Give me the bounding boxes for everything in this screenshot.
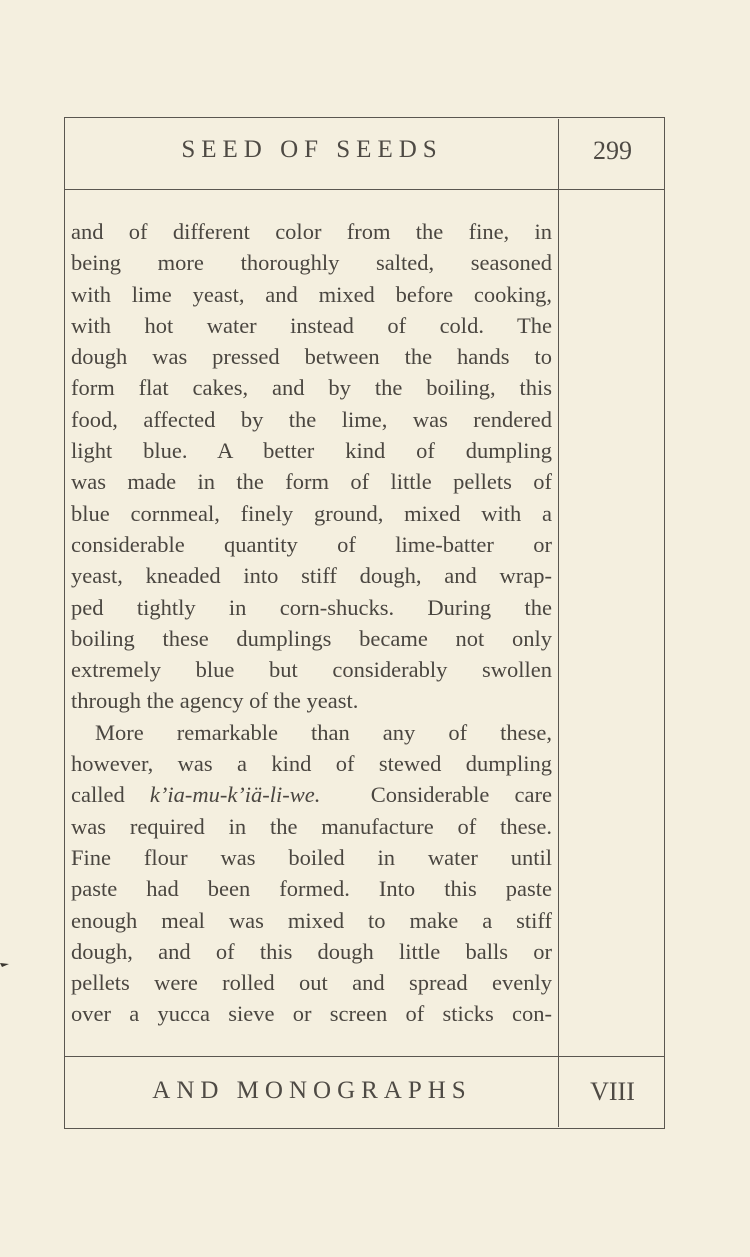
- margin-tick-icon: [0, 962, 10, 968]
- series-title: AND MONOGRAPHS: [152, 1077, 472, 1104]
- zuni-term: k’ia-mu-k’iä-li-we.: [149, 782, 321, 808]
- text-line: ped tightly in corn-shucks. During the: [71, 594, 552, 620]
- text-line-paragraph-start: More remarkable than any of these,: [95, 719, 552, 745]
- text-line-with-term: [71, 779, 552, 810]
- column-divider: [558, 119, 559, 1127]
- header-rule: [65, 189, 665, 190]
- text-line: however, was a kind of stewed dumpling: [71, 751, 552, 777]
- text-line: food, affected by the lime, was rendered: [71, 406, 552, 432]
- text-line: dough was pressed between the hands to: [71, 344, 552, 370]
- text-line: pellets were rolled out and spread evenly: [71, 970, 552, 996]
- text-line: was made in the form of little pellets of: [71, 469, 552, 495]
- text-line: boiling these dumplings became not only: [71, 625, 552, 651]
- text-line: Fine flour was boiled in water until: [71, 844, 552, 870]
- text-line: blue cornmeal, finely ground, mixed with a: [71, 500, 552, 526]
- text-line: enough meal was mixed to make a stiff: [71, 907, 552, 933]
- body-text: [71, 216, 552, 1030]
- text-line: paste had been formed. Into this paste: [71, 876, 552, 902]
- text-line: dough, and of this dough little balls or: [71, 938, 552, 964]
- text-line: with lime yeast, and mixed before cooking,: [71, 281, 552, 307]
- text-line-paragraph-end: through the agency of the yeast.: [71, 688, 359, 714]
- text-line: was required in the manufacture of these.: [71, 813, 552, 839]
- text-line: and of different color from the fine, in: [71, 219, 552, 244]
- text-line: with hot water instead of cold. The: [71, 312, 552, 338]
- page-number: 299: [593, 136, 632, 165]
- footer-rule: [65, 1056, 665, 1057]
- line-suffix: Considerable care: [370, 782, 553, 808]
- text-line: extremely blue but considerably swollen: [71, 657, 552, 683]
- text-line: over a yucca sieve or screen of sticks con-: [71, 1001, 552, 1027]
- text-line: yeast, kneaded into stiff dough, and wrap-: [71, 563, 552, 589]
- text-line: considerable quantity of lime-batter or: [71, 531, 552, 557]
- line-prefix: called: [71, 782, 125, 808]
- text-line: form flat cakes, and by the boiling, this: [71, 375, 552, 401]
- volume-number: VIII: [590, 1077, 635, 1106]
- running-title: SEED OF SEEDS: [181, 136, 443, 163]
- text-line: being more thoroughly salted, seasoned: [71, 250, 552, 276]
- text-line: light blue. A better kind of dumpling: [71, 438, 552, 464]
